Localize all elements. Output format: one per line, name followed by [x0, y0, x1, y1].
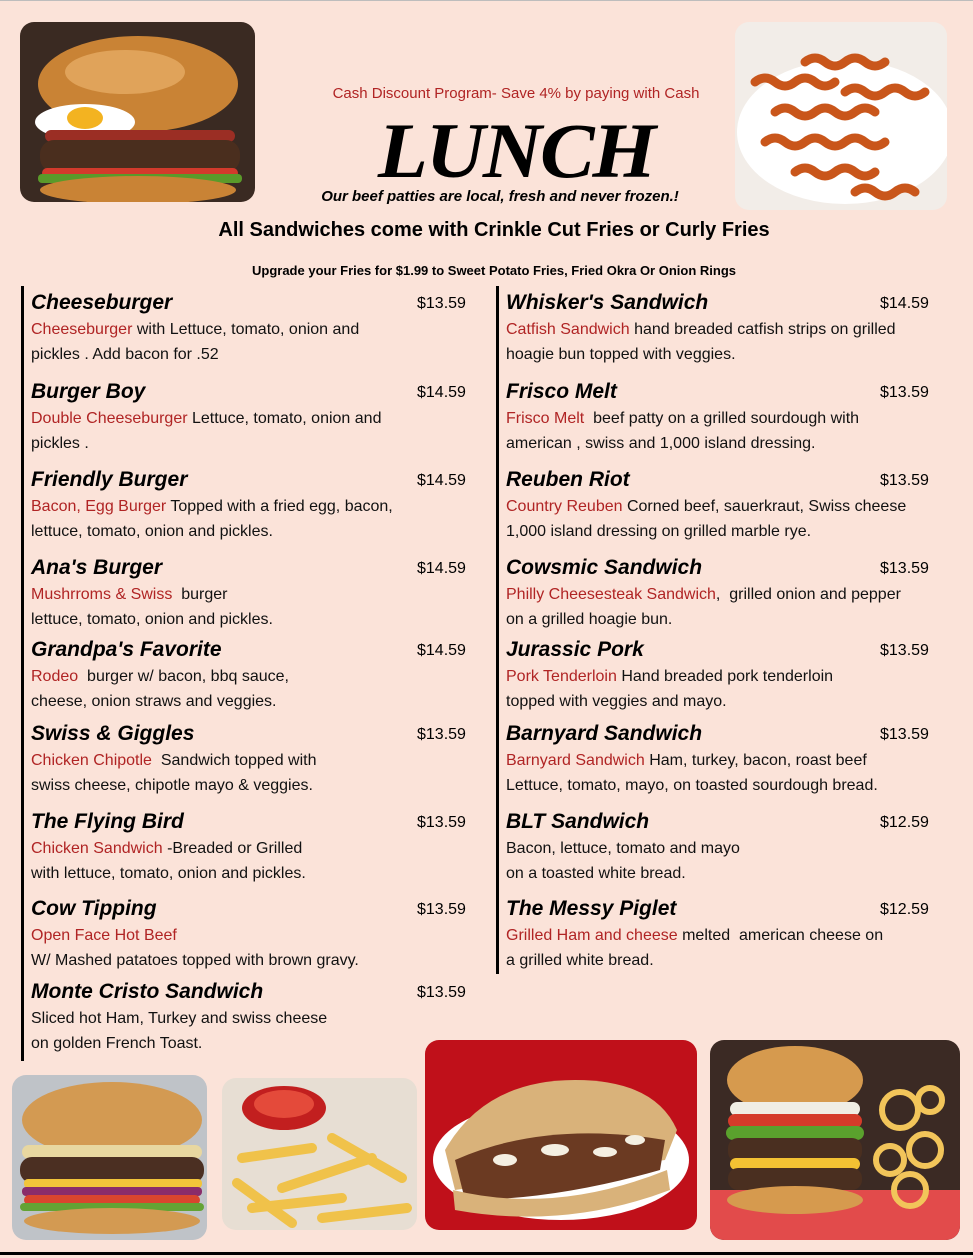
menu-item-price: $13.59: [880, 472, 929, 489]
description-line-1: [506, 582, 901, 607]
description-line-1: [31, 664, 289, 689]
menu-item-price: $13.59: [880, 384, 929, 401]
description-text: Ham, turkey, bacon, roast beef: [644, 752, 867, 769]
menu-item-name: Frisco Melt: [506, 380, 617, 403]
menu-item-name: Reuben Riot: [506, 468, 630, 491]
menu-item-description: [31, 923, 359, 973]
description-line-1: [506, 664, 833, 689]
menu-item: [31, 980, 466, 1056]
description-line-2: swiss cheese, chipotle mayo & veggies.: [31, 777, 313, 794]
menu-item-name: Friendly Burger: [31, 468, 188, 491]
menu-item-price: $13.59: [417, 726, 466, 743]
description-line-1: [31, 923, 359, 948]
description-line-1: [31, 748, 317, 773]
featured-sandwich-name: Catfish Sandwich: [506, 321, 630, 338]
menu-item-name: Monte Cristo Sandwich: [31, 980, 264, 1003]
burger-photo: [20, 22, 255, 202]
description-line-1: [506, 317, 896, 342]
featured-sandwich-name: Grilled Ham and cheese: [506, 927, 678, 944]
description-text: Sandwich topped with: [151, 752, 317, 769]
menu-item-price: $13.59: [417, 984, 466, 1001]
menu-item-price: $13.59: [880, 560, 929, 577]
featured-sandwich-name: Rodeo: [31, 668, 79, 685]
menu-item-price: $14.59: [417, 560, 466, 577]
menu-item-description: [506, 494, 906, 544]
menu-item-price: $13.59: [880, 642, 929, 659]
description-line-1: [506, 406, 859, 431]
description-line-1: [506, 923, 883, 948]
menu-item-description: [506, 317, 896, 367]
double-burger-curly-fries-photo: [710, 1040, 960, 1240]
description-text: , grilled onion and pepper: [715, 586, 901, 603]
menu-item-description: [506, 406, 859, 456]
menu-item-price: $14.59: [417, 472, 466, 489]
description-line-1: [31, 494, 393, 519]
description-text: beef patty on a grilled sourdough with: [584, 410, 860, 427]
menu-item-description: [31, 317, 359, 367]
page-title: LUNCH: [377, 107, 655, 194]
description-line-1: [31, 582, 273, 607]
description-line-1: [31, 1006, 327, 1031]
featured-sandwich-name: Chicken Chipotle: [31, 752, 152, 769]
menu-item-price: $14.59: [417, 384, 466, 401]
menu-item-description: [506, 836, 740, 886]
menu-item-name: Swiss & Giggles: [31, 722, 195, 745]
description-line-1: [31, 836, 306, 861]
description-line-1: [506, 836, 740, 861]
description-line-2: Lettuce, tomato, mayo, on toasted sourdough bread.: [506, 777, 878, 794]
menu-item-description: [31, 406, 381, 456]
menu-item-price: $14.59: [880, 295, 929, 312]
menu-item-price: $14.59: [417, 642, 466, 659]
menu-item: [31, 897, 466, 973]
featured-sandwich-name: Barnyard Sandwich: [506, 752, 645, 769]
menu-item-description: [506, 582, 901, 632]
menu-item: [31, 468, 466, 544]
philly-cheesesteak-photo: [425, 1040, 697, 1230]
menu-item-price: $13.59: [417, 901, 466, 918]
menu-item-description: [31, 836, 306, 886]
description-text: with Lettuce, tomato, onion and: [132, 321, 360, 338]
menu-item-description: [31, 582, 273, 632]
menu-column-left: [21, 286, 474, 1061]
description-line-2: W/ Mashed patatoes topped with brown gravy.: [31, 952, 359, 969]
menu-item-name: Jurassic Pork: [506, 638, 644, 661]
bottom-border: [0, 1252, 973, 1255]
upgrade-note: Upgrade your Fries for $1.99 to Sweet Potato Fries, Fried Okra Or Onion Rings: [252, 263, 736, 278]
featured-sandwich-name: Open Face Hot Beef: [31, 927, 177, 944]
cash-discount-notice: Cash Discount Program- Save 4% by paying with Cash: [332, 85, 700, 102]
description-line-2: hoagie bun topped with veggies.: [506, 346, 736, 363]
description-line-2: with lettuce, tomato, onion and pickles.: [31, 865, 306, 882]
crinkle-fries-photo: [222, 1078, 417, 1230]
menu-item-name: Cheeseburger: [31, 291, 173, 314]
description-line-2: topped with veggies and mayo.: [506, 693, 727, 710]
featured-sandwich-name: Cheeseburger: [31, 321, 133, 338]
menu-item-name: Burger Boy: [31, 380, 146, 403]
menu-item-price: $13.59: [417, 295, 466, 312]
menu-item: [506, 638, 929, 714]
top-border: [0, 0, 973, 1]
description-line-2: on a toasted white bread.: [506, 865, 686, 882]
menu-item-price: $13.59: [417, 814, 466, 831]
menu-item-description: [506, 923, 883, 973]
description-text: burger w/ bacon, bbq sauce,: [78, 668, 289, 685]
menu-item-name: Grandpa's Favorite: [31, 638, 222, 661]
description-line-2: lettuce, tomato, onion and pickles.: [31, 523, 273, 540]
menu-item: [31, 556, 466, 632]
menu-item-name: BLT Sandwich: [506, 810, 650, 833]
description-text: Lettuce, tomato, onion and: [187, 410, 382, 427]
description-line-2: a grilled white bread.: [506, 952, 654, 969]
menu-item: [31, 291, 466, 367]
description-text: -Breaded or Grilled: [162, 840, 303, 857]
description-line-2: on golden French Toast.: [31, 1035, 203, 1052]
description-text: Sliced hot Ham, Turkey and swiss cheese: [31, 1010, 328, 1027]
menu-item-name: Ana's Burger: [31, 556, 163, 579]
menu-item-description: [506, 748, 878, 798]
description-line-1: [506, 494, 906, 519]
featured-sandwich-name: Double Cheeseburger: [31, 410, 188, 427]
menu-item-name: Barnyard Sandwich: [506, 722, 703, 745]
sides-note: All Sandwiches come with Crinkle Cut Fries or Curly Fries: [218, 219, 770, 241]
description-line-2: cheese, onion straws and veggies.: [31, 693, 277, 710]
description-line-1: [506, 748, 878, 773]
featured-sandwich-name: Philly Cheesesteak Sandwich: [506, 586, 716, 603]
menu-item-description: [31, 664, 289, 714]
cheeseburger-photo: [12, 1075, 207, 1240]
description-line-1: [31, 317, 359, 342]
featured-sandwich-name: Frisco Melt: [506, 410, 585, 427]
menu-column-right: [496, 286, 939, 974]
description-text: Topped with a fried egg, bacon,: [166, 498, 393, 515]
menu-item: [31, 380, 466, 456]
menu-item-name: Cowsmic Sandwich: [506, 556, 703, 579]
menu-item: [31, 810, 466, 886]
tagline: Our beef patties are local, fresh and never frozen.!: [321, 188, 679, 205]
menu-item-description: [31, 494, 393, 544]
menu-item: [31, 638, 466, 714]
description-line-2: on a grilled hoagie bun.: [506, 611, 673, 628]
description-text: hand breaded catfish strips on grilled: [629, 321, 896, 338]
menu-item: [506, 468, 929, 544]
description-line-2: 1,000 island dressing on grilled marble rye.: [506, 523, 812, 540]
description-line-2: pickles .: [31, 435, 89, 452]
menu-item-name: Whisker's Sandwich: [506, 291, 709, 314]
menu-item-name: Cow Tipping: [31, 897, 157, 920]
featured-sandwich-name: Country Reuben: [506, 498, 623, 515]
menu-item-price: $12.59: [880, 901, 929, 918]
description-line-2: american , swiss and 1,000 island dressing.: [506, 435, 816, 452]
menu-item-description: [506, 664, 833, 714]
menu-item: [506, 810, 929, 886]
description-line-1: [31, 406, 381, 431]
menu-item: [506, 291, 929, 367]
menu-item: [31, 722, 466, 798]
description-line-2: pickles . Add bacon for .52: [31, 346, 219, 363]
featured-sandwich-name: Pork Tenderloin: [506, 668, 617, 685]
description-line-2: lettuce, tomato, onion and pickles.: [31, 611, 273, 628]
menu-item: [506, 722, 929, 798]
menu-item-price: $12.59: [880, 814, 929, 831]
menu-item-name: The Messy Piglet: [506, 897, 677, 920]
description-text: melted american cheese on: [677, 927, 884, 944]
description-text: Corned beef, sauerkraut, Swiss cheese: [622, 498, 907, 515]
description-text: Bacon, lettuce, tomato and mayo: [506, 840, 740, 857]
featured-sandwich-name: Bacon, Egg Burger: [31, 498, 167, 515]
description-text: burger: [172, 586, 228, 603]
menu-item: [506, 897, 929, 973]
menu-item-description: [31, 748, 317, 798]
menu-item-price: $13.59: [880, 726, 929, 743]
menu-item: [506, 556, 929, 632]
featured-sandwich-name: Chicken Sandwich: [31, 840, 163, 857]
featured-sandwich-name: Mushrroms & Swiss: [31, 586, 173, 603]
menu-item: [506, 380, 929, 456]
description-text: Hand breaded pork tenderloin: [616, 668, 834, 685]
menu-item-description: [31, 1006, 327, 1056]
menu-item-name: The Flying Bird: [31, 810, 184, 833]
